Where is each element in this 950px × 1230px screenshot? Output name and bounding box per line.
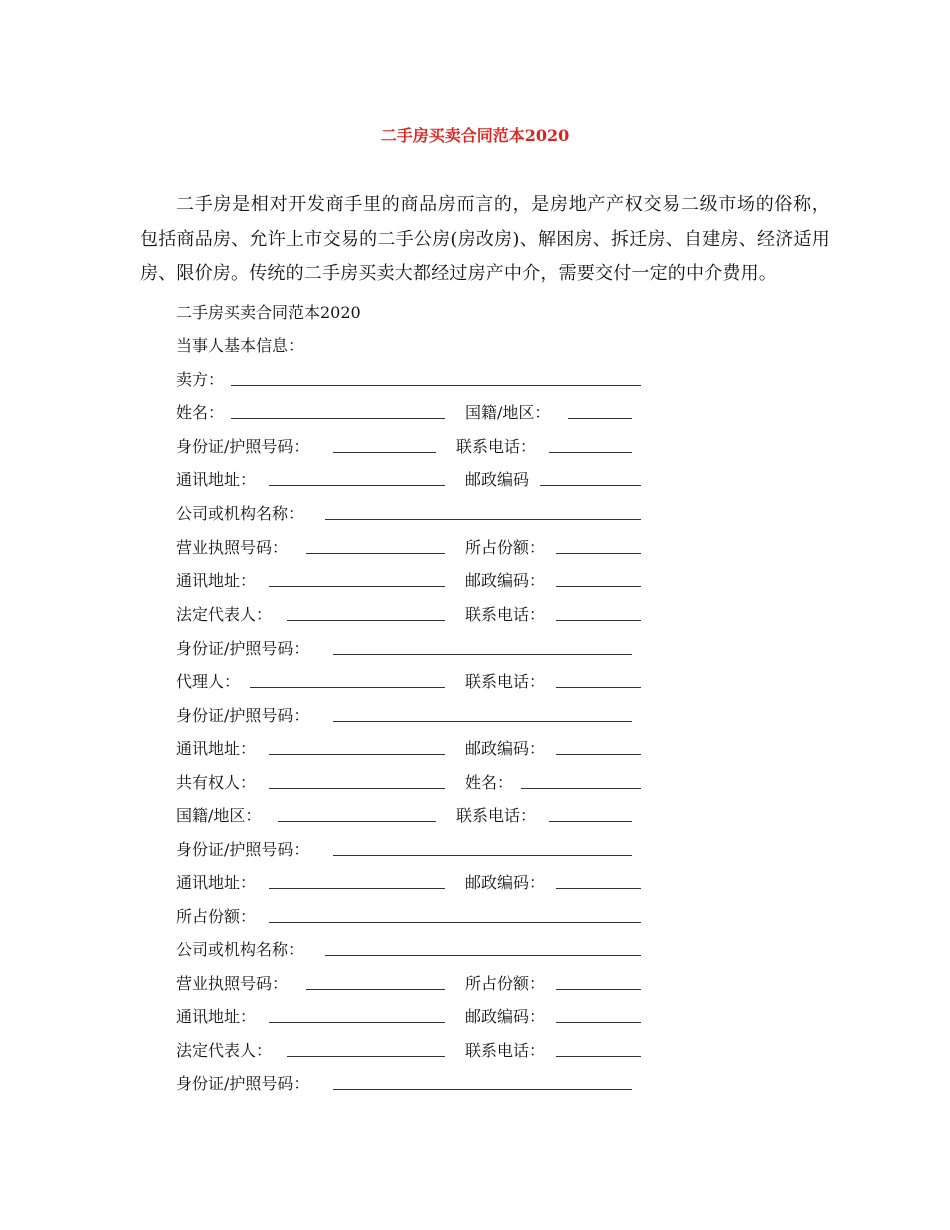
- section-heading-text: 当事人基本信息：: [176, 336, 305, 355]
- agent-blank[interactable]: [250, 687, 445, 688]
- legal-rep-blank[interactable]: [287, 1056, 445, 1057]
- intro-paragraph: [140, 188, 830, 292]
- postal-blank[interactable]: [556, 586, 641, 587]
- seller-blank[interactable]: [231, 385, 641, 386]
- company-label: 公司或机构名称：: [176, 940, 305, 959]
- postal-label: 邮政编码：: [465, 739, 546, 758]
- document-title: 二手房买卖合同范本2020: [380, 126, 570, 145]
- legal-rep-label: 法定代表人：: [176, 605, 273, 624]
- address-blank[interactable]: [269, 888, 445, 889]
- nationality-blank[interactable]: [568, 418, 632, 419]
- phone-label: 联系电话：: [456, 437, 537, 456]
- share-label: 所占份额：: [465, 538, 546, 557]
- company-label: 公司或机构名称：: [176, 504, 305, 523]
- company-blank[interactable]: [325, 955, 641, 956]
- address-blank[interactable]: [269, 485, 445, 486]
- name-label: 姓名：: [465, 773, 514, 792]
- address-blank[interactable]: [269, 586, 445, 587]
- legal-rep-label: 法定代表人：: [176, 1041, 273, 1060]
- postal-blank[interactable]: [556, 888, 641, 889]
- address-label: 通讯地址：: [176, 873, 257, 892]
- phone-blank[interactable]: [556, 687, 641, 688]
- nationality-label: 国籍/地区：: [176, 806, 262, 825]
- nationality-blank[interactable]: [278, 821, 436, 822]
- co-owner-blank[interactable]: [269, 788, 445, 789]
- phone-label: 联系电话：: [465, 605, 546, 624]
- license-blank[interactable]: [306, 989, 445, 990]
- phone-label: 联系电话：: [465, 1041, 546, 1060]
- phone-blank[interactable]: [549, 821, 632, 822]
- postal-label: 邮政编码：: [465, 1007, 546, 1026]
- id-blank[interactable]: [333, 452, 436, 453]
- share-blank[interactable]: [556, 553, 641, 554]
- address-label: 通讯地址：: [176, 1007, 257, 1026]
- phone-blank[interactable]: [556, 620, 641, 621]
- name-label: 姓名：: [176, 403, 225, 422]
- postal-blank[interactable]: [556, 754, 641, 755]
- seller-label: 卖方：: [176, 370, 225, 389]
- postal-blank[interactable]: [540, 485, 641, 486]
- license-label: 营业执照号码：: [176, 974, 289, 993]
- share-blank[interactable]: [269, 922, 641, 923]
- license-blank[interactable]: [306, 553, 445, 554]
- intro-text: 二手房是相对开发商手里的商品房而言的，是房地产产权交易二级市场的俗称，包括商品房、允许上市交易的二手公房(房改房)、解困房、拆迁房、自建房、经济适用房、限价房。传统的二手房买卖大都经过房产中介，需要交付一定的中介费用。: [140, 194, 830, 284]
- id-blank[interactable]: [333, 721, 632, 722]
- id-label: 身份证/护照号码：: [176, 1074, 310, 1093]
- address-label: 通讯地址：: [176, 470, 257, 489]
- postal-label: 邮政编码：: [465, 873, 546, 892]
- agent-label: 代理人：: [176, 672, 241, 691]
- phone-label: 联系电话：: [456, 806, 537, 825]
- phone-blank[interactable]: [549, 452, 632, 453]
- name-blank[interactable]: [231, 418, 445, 419]
- company-blank[interactable]: [325, 519, 641, 520]
- postal-blank[interactable]: [556, 1022, 641, 1023]
- phone-blank[interactable]: [556, 1056, 641, 1057]
- co-owner-label: 共有权人：: [176, 773, 257, 792]
- share-label: 所占份额：: [465, 974, 546, 993]
- legal-rep-blank[interactable]: [287, 620, 445, 621]
- id-label: 身份证/护照号码：: [176, 639, 310, 658]
- postal-label: 邮政编码: [465, 470, 530, 489]
- name-blank[interactable]: [521, 788, 641, 789]
- nationality-label: 国籍/地区：: [465, 403, 551, 422]
- postal-label: 邮政编码：: [465, 571, 546, 590]
- share-label: 所占份额：: [176, 907, 257, 926]
- share-blank[interactable]: [556, 989, 641, 990]
- license-label: 营业执照号码：: [176, 538, 289, 557]
- address-label: 通讯地址：: [176, 571, 257, 590]
- address-blank[interactable]: [269, 754, 445, 755]
- id-label: 身份证/护照号码：: [176, 706, 310, 725]
- id-label: 身份证/护照号码：: [176, 437, 310, 456]
- address-label: 通讯地址：: [176, 739, 257, 758]
- id-label: 身份证/护照号码：: [176, 840, 310, 859]
- id-blank[interactable]: [333, 855, 632, 856]
- subtitle-text: 二手房买卖合同范本2020: [176, 303, 361, 322]
- phone-label: 联系电话：: [465, 672, 546, 691]
- id-blank[interactable]: [333, 654, 632, 655]
- id-blank[interactable]: [333, 1089, 632, 1090]
- address-blank[interactable]: [269, 1022, 445, 1023]
